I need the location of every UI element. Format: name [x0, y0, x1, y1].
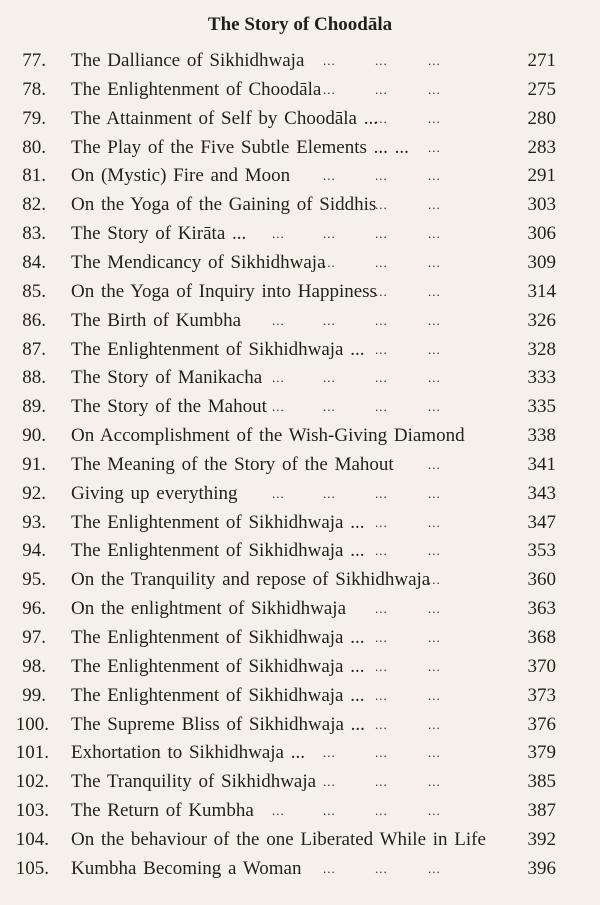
toc-entry — [0, 47, 600, 75]
toc-entry — [0, 797, 600, 825]
dot-leader: ... — [428, 485, 441, 501]
dot-leader: ... — [323, 803, 336, 819]
entry-number: 101. — [15, 742, 49, 764]
entry-title: The Meaning of the Story of the Mahout — [71, 453, 394, 475]
entry-title: On the Tranquility and repose of Sikhidhwaja — [71, 569, 431, 591]
entry-page-number: 370 — [527, 655, 556, 677]
toc-entry — [0, 595, 600, 623]
toc-entry — [0, 711, 600, 739]
entry-page-number: 379 — [527, 742, 556, 764]
toc-entry — [0, 826, 600, 854]
entry-page-number: 387 — [527, 800, 556, 822]
entry-title: On the Yoga of the Gaining of Siddhis — [71, 194, 377, 216]
toc-entry — [0, 105, 600, 133]
dot-leader: ... — [375, 745, 388, 761]
entry-page-number: 392 — [527, 828, 556, 850]
entry-number: 79. — [22, 107, 46, 129]
toc-entry — [0, 739, 600, 767]
entry-page-number: 309 — [527, 251, 556, 273]
toc-entry — [0, 134, 600, 162]
dot-leader: ... — [375, 283, 388, 299]
entry-title: On the Yoga of Inquiry into Happiness — [71, 280, 377, 302]
dot-leader: ... — [375, 803, 388, 819]
dot-leader: ... — [428, 283, 441, 299]
toc-entry — [0, 537, 600, 565]
entry-page-number: 363 — [527, 598, 556, 620]
entry-number: 104. — [15, 828, 49, 850]
entry-page-number: 376 — [527, 713, 556, 735]
entry-title: The Play of the Five Subtle Elements ... ... — [71, 136, 409, 158]
entry-number: 96. — [22, 598, 46, 620]
dot-leader: ... — [323, 53, 336, 68]
entry-number: 93. — [22, 511, 46, 533]
dot-leader: ... — [428, 716, 441, 732]
entry-title: The Enlightenment of Sikhidhwaja ... — [71, 684, 365, 706]
entry-page-number: 280 — [527, 107, 556, 129]
dot-leader: ... — [428, 226, 441, 242]
toc-entry — [0, 451, 600, 479]
entry-number: 89. — [22, 396, 46, 418]
entry-page-number: 347 — [527, 511, 556, 533]
dot-leader: ... — [375, 601, 388, 617]
entry-title: The Return of Kumbha — [71, 800, 254, 822]
entry-title: The Tranquility of Sikhidhwaja — [71, 771, 317, 793]
entry-page-number: 396 — [527, 857, 556, 879]
toc-entry — [0, 220, 600, 248]
entry-title: The Enlightenment of Sikhidhwaja ... — [71, 511, 365, 533]
toc-entry — [0, 249, 600, 277]
dot-leader: ... — [375, 312, 388, 328]
entry-number: 87. — [22, 338, 46, 360]
toc-entry — [0, 278, 600, 306]
entry-number: 90. — [22, 425, 46, 447]
dot-leader: ... — [375, 226, 388, 242]
entry-number: 81. — [22, 165, 46, 187]
dot-leader: ... — [323, 81, 336, 97]
dot-leader: ... — [375, 370, 388, 386]
entry-number: 85. — [22, 280, 46, 302]
dot-leader: ... — [428, 312, 441, 328]
entry-title: On the behaviour of the one Liberated While in Life — [71, 828, 486, 850]
dot-leader: ... — [375, 774, 388, 790]
section-heading: The Story of Choodāla — [207, 14, 393, 35]
entry-title: On the enlightment of Sikhidhwaja — [71, 598, 347, 620]
entry-number: 83. — [22, 223, 46, 245]
entry-page-number: 291 — [527, 165, 556, 187]
entry-title: On Accomplishment of the Wish-Giving Diamond — [71, 425, 465, 447]
entry-number: 80. — [22, 136, 46, 158]
toc-entry — [0, 855, 600, 883]
dot-leader: ... — [428, 139, 441, 155]
dot-leader: ... — [323, 168, 336, 184]
entry-title: The Story of Kirāta ... — [71, 223, 247, 245]
entry-title: The Mendicancy of Sikhidhwaja — [71, 251, 326, 273]
entry-title: The Supreme Bliss of Sikhidhwaja ... — [71, 713, 365, 735]
entry-page-number: 385 — [527, 771, 556, 793]
toc-entry — [0, 768, 600, 796]
entry-page-number: 341 — [527, 453, 556, 475]
entry-title: The Enlightenment of Sikhidhwaja ... — [71, 655, 365, 677]
dot-leader: ... — [272, 485, 285, 501]
entry-title: The Story of Manikacha — [71, 367, 263, 389]
dot-leader: ... — [428, 745, 441, 761]
dot-leader: ... — [375, 514, 388, 530]
dot-leader: ... — [428, 197, 441, 213]
entry-number: 77. — [22, 50, 46, 71]
entry-page-number: 333 — [527, 367, 556, 389]
entry-number: 92. — [22, 482, 46, 504]
entry-page-number: 303 — [527, 194, 556, 216]
entry-page-number: 275 — [527, 78, 556, 100]
toc-entry — [0, 422, 600, 450]
entry-title: The Enlightenment of Choodāla — [71, 78, 322, 100]
entry-page-number: 373 — [527, 684, 556, 706]
entry-title: Exhortation to Sikhidhwaja ... — [71, 742, 305, 764]
dot-leader: ... — [428, 399, 441, 415]
entry-number: 86. — [22, 309, 46, 331]
toc-entry — [0, 566, 600, 594]
dot-leader: ... — [375, 543, 388, 559]
entry-page-number: 306 — [527, 223, 556, 245]
dot-leader: ... — [428, 803, 441, 819]
dot-leader: ... — [272, 312, 285, 328]
dot-leader: ... — [375, 254, 388, 270]
toc-entry — [0, 162, 600, 190]
entry-title: The Enlightenment of Sikhidhwaja ... — [71, 627, 365, 648]
entry-number: 105. — [15, 857, 49, 879]
dot-leader: ... — [375, 341, 388, 357]
entry-page-number: 360 — [527, 569, 556, 591]
dot-leader: ... — [375, 110, 388, 126]
toc-entry — [0, 76, 600, 104]
dot-leader: ... — [428, 110, 441, 126]
toc-entry — [0, 364, 600, 392]
entry-number: 91. — [22, 453, 46, 475]
toc-entry — [0, 624, 600, 652]
dot-leader: ... — [428, 341, 441, 357]
dot-leader: ... — [323, 370, 336, 386]
entry-page-number: 368 — [527, 627, 556, 648]
toc-entry — [0, 682, 600, 710]
entry-number: 95. — [22, 569, 46, 591]
dot-leader: ... — [428, 456, 441, 472]
entry-number: 98. — [22, 655, 46, 677]
entry-number: 100. — [15, 713, 49, 735]
entry-page-number: 338 — [527, 425, 556, 447]
entry-title: The Enlightenment of Sikhidhwaja ... — [71, 540, 365, 562]
dot-leader: ... — [375, 860, 388, 876]
entry-number: 94. — [22, 540, 46, 562]
dot-leader: ... — [323, 860, 336, 876]
dot-leader: ... — [428, 572, 441, 588]
dot-leader: ... — [272, 370, 285, 386]
entry-page-number: 335 — [527, 396, 556, 418]
dot-leader: ... — [323, 254, 336, 270]
dot-leader: ... — [375, 716, 388, 732]
dot-leader: ... — [428, 370, 441, 386]
entry-title: The Enlightenment of Sikhidhwaja ... — [71, 338, 365, 360]
dot-leader: ... — [375, 658, 388, 674]
dot-leader: ... — [428, 601, 441, 617]
entry-number: 88. — [22, 367, 46, 389]
dot-leader: ... — [323, 745, 336, 761]
dot-leader: ... — [375, 81, 388, 97]
dot-leader: ... — [428, 168, 441, 184]
entry-title: Kumbha Becoming a Woman — [71, 857, 302, 879]
dot-leader: ... — [428, 774, 441, 790]
entry-page-number: 326 — [527, 309, 556, 331]
entry-title: The Birth of Kumbha — [71, 309, 242, 331]
dot-leader: ... — [428, 658, 441, 674]
entry-number: 84. — [22, 251, 46, 273]
dot-leader: ... — [323, 774, 336, 790]
entry-title: The Dalliance of Sikhidhwaja — [71, 50, 305, 71]
entry-page-number: 271 — [527, 50, 556, 71]
entry-number: 78. — [22, 78, 46, 100]
dot-leader: ... — [375, 399, 388, 415]
dot-leader: ... — [428, 81, 441, 97]
entry-number: 102. — [15, 771, 49, 793]
toc-entry — [0, 336, 600, 364]
toc-entry — [0, 307, 600, 335]
entry-page-number: 283 — [527, 136, 556, 158]
entry-number: 103. — [15, 800, 49, 822]
entry-page-number: 353 — [527, 540, 556, 562]
toc-entry — [0, 191, 600, 219]
dot-leader: ... — [323, 226, 336, 242]
entry-number: 99. — [22, 684, 46, 706]
toc-entry — [0, 653, 600, 681]
dot-leader: ... — [375, 53, 388, 68]
entry-title: The Story of the Mahout — [71, 396, 267, 418]
dot-leader: ... — [375, 197, 388, 213]
dot-leader: ... — [375, 168, 388, 184]
dot-leader: ... — [375, 687, 388, 703]
dot-leader: ... — [428, 687, 441, 703]
dot-leader: ... — [375, 630, 388, 645]
dot-leader: ... — [272, 399, 285, 415]
dot-leader: ... — [272, 226, 285, 242]
toc-entry — [0, 480, 600, 508]
dot-leader: ... — [428, 543, 441, 559]
entry-title: On (Mystic) Fire and Moon — [71, 165, 291, 187]
entry-page-number: 328 — [527, 338, 556, 360]
dot-leader: ... — [428, 514, 441, 530]
dot-leader: ... — [428, 860, 441, 876]
dot-leader: ... — [272, 803, 285, 819]
entry-title: The Attainment of Self by Choodāla ... — [71, 107, 378, 129]
dot-leader: ... — [375, 485, 388, 501]
entry-page-number: 314 — [527, 280, 556, 302]
entry-number: 97. — [22, 627, 46, 648]
entry-page-number: 343 — [527, 482, 556, 504]
dot-leader: ... — [323, 399, 336, 415]
dot-leader: ... — [428, 254, 441, 270]
dot-leader: ... — [323, 312, 336, 328]
dot-leader: ... — [428, 630, 441, 645]
dot-leader: ... — [323, 485, 336, 501]
entry-title: Giving up everything — [71, 482, 238, 504]
dot-leader: ... — [428, 53, 441, 68]
toc-entry — [0, 509, 600, 537]
entry-number: 82. — [22, 194, 46, 216]
toc-entry — [0, 393, 600, 421]
